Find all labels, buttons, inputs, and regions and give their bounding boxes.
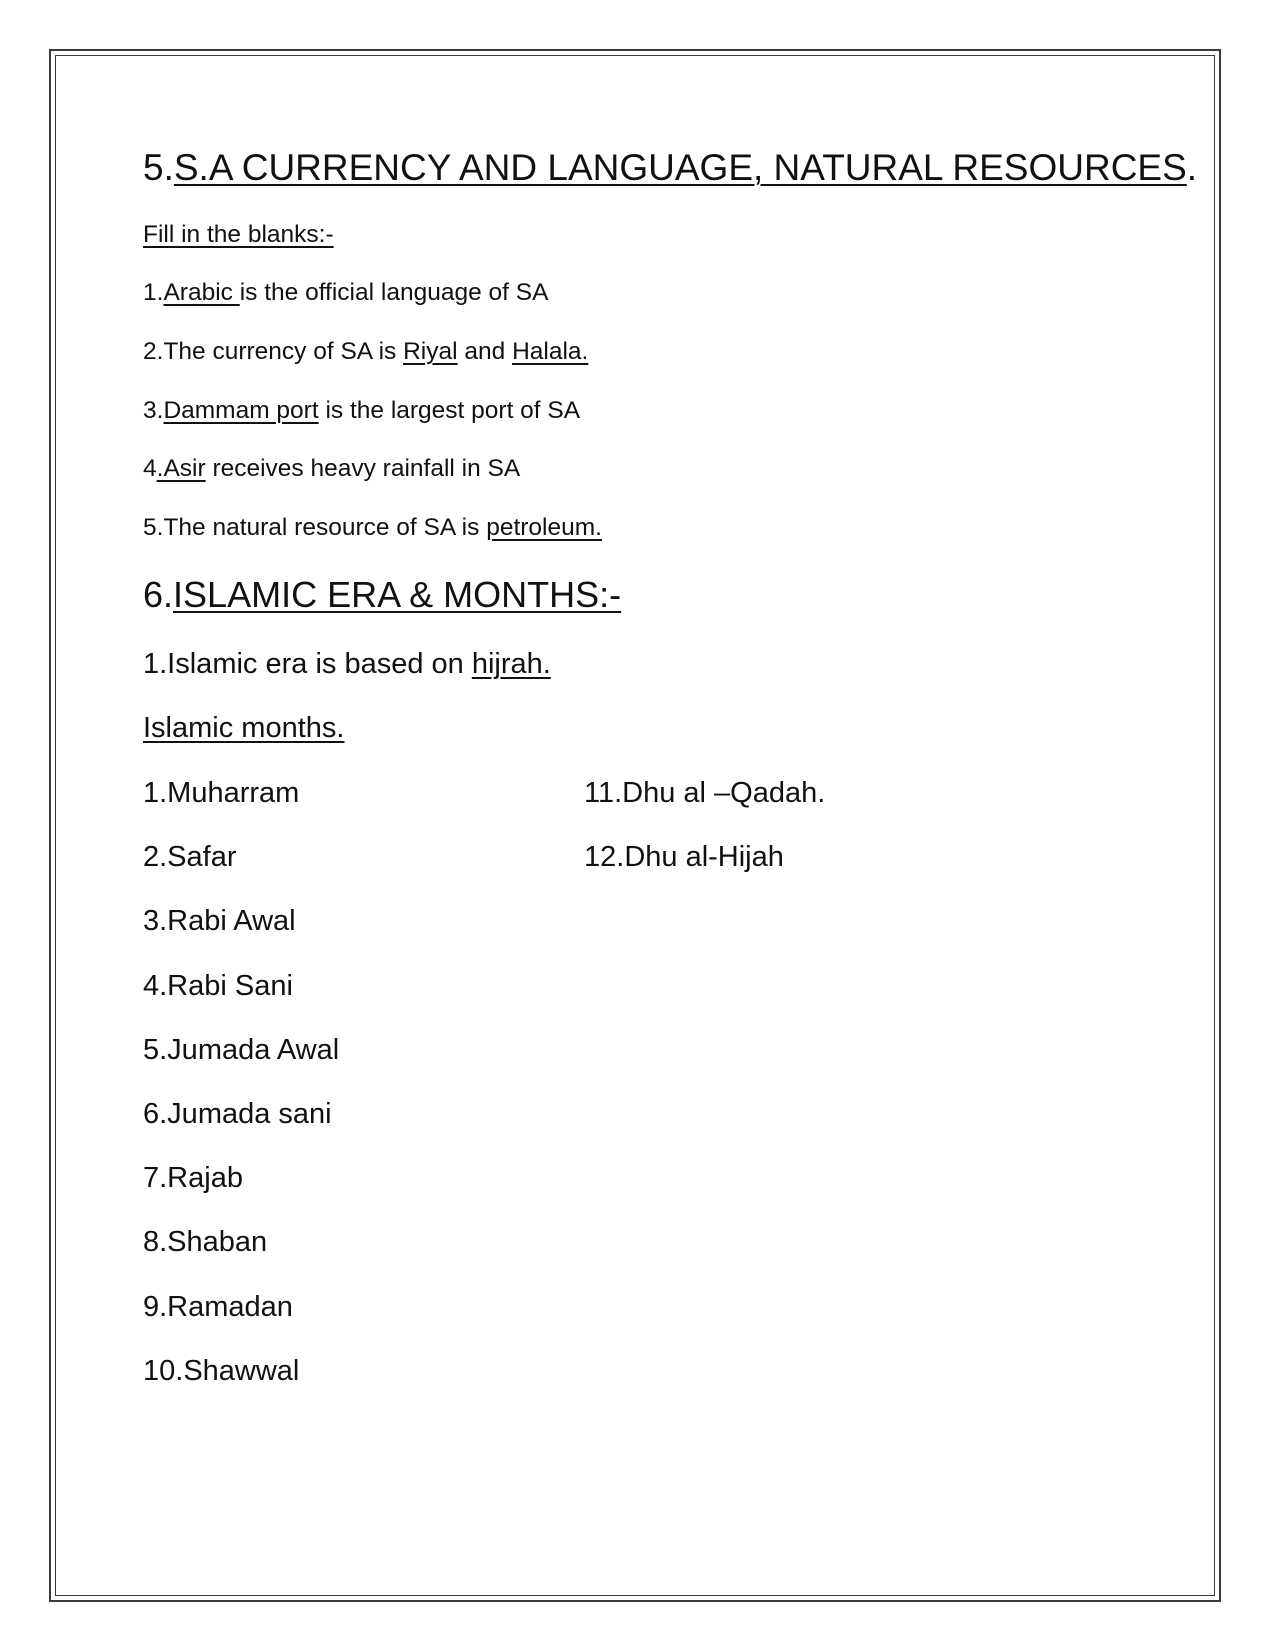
- item-prefix: 1.: [143, 279, 164, 306]
- month-item: 7.Rajab: [143, 1162, 243, 1194]
- month-item: 4.Rabi Sani: [143, 970, 293, 1002]
- month-item: 11.Dhu al –Qadah.: [584, 777, 826, 809]
- item-suffix: receives heavy rainfall in SA: [205, 455, 521, 482]
- month-item: 6.Jumada sani: [143, 1098, 332, 1130]
- month-item: 3.Rabi Awal: [143, 905, 296, 937]
- item-prefix: 2.The currency of SA is: [143, 338, 404, 365]
- islamic-era-line: [143, 650, 551, 679]
- month-item: 12.Dhu al-Hijah: [584, 841, 784, 873]
- section5-title-end: .: [1186, 147, 1198, 188]
- section5-heading: [143, 149, 1197, 186]
- era-prefix: 1.Islamic era is based on: [143, 648, 472, 680]
- month-item: 8.Shaban: [143, 1226, 268, 1258]
- month-item: 1.Muharram: [143, 777, 300, 809]
- item-connector: and: [457, 338, 513, 365]
- item-prefix: 3.: [143, 397, 164, 424]
- section5-title: S.A CURRENCY AND LANGUAGE, NATURAL RESOURCES: [173, 147, 1187, 188]
- blank-item-4: [143, 457, 520, 482]
- islamic-months-heading: Islamic months.: [143, 712, 345, 744]
- section5-number: 5.: [143, 147, 174, 188]
- item-prefix: 4: [143, 455, 157, 482]
- section6-title: ISLAMIC ERA & MONTHS:-: [173, 574, 622, 615]
- item-answer: Riyal: [403, 338, 458, 365]
- item-suffix: is the official language of SA: [239, 279, 549, 306]
- blank-item-1: [143, 281, 548, 306]
- era-answer: hijrah.: [471, 648, 551, 680]
- item-answer: petroleum.: [486, 514, 602, 541]
- item-answer: Arabic: [163, 279, 240, 306]
- month-item: 9.Ramadan: [143, 1291, 293, 1323]
- blank-item-3: [143, 399, 580, 424]
- section6-number: 6.: [143, 574, 174, 615]
- section6-heading: [143, 574, 622, 615]
- item-answer-2: Halala.: [512, 338, 589, 365]
- month-item: 5.Jumada Awal: [143, 1034, 340, 1066]
- blank-item-5: [143, 516, 602, 541]
- month-item: 2.Safar: [143, 841, 237, 873]
- item-answer: Dammam port: [163, 397, 319, 424]
- month-item: 10.Shawwal: [143, 1355, 300, 1387]
- item-prefix: 5.The natural resource of SA is: [143, 514, 487, 541]
- blank-item-2: [143, 340, 588, 365]
- fill-blanks-instruction: Fill in the blanks:-: [143, 221, 334, 248]
- item-answer: .Asir: [156, 455, 206, 482]
- item-suffix: is the largest port of SA: [318, 397, 581, 424]
